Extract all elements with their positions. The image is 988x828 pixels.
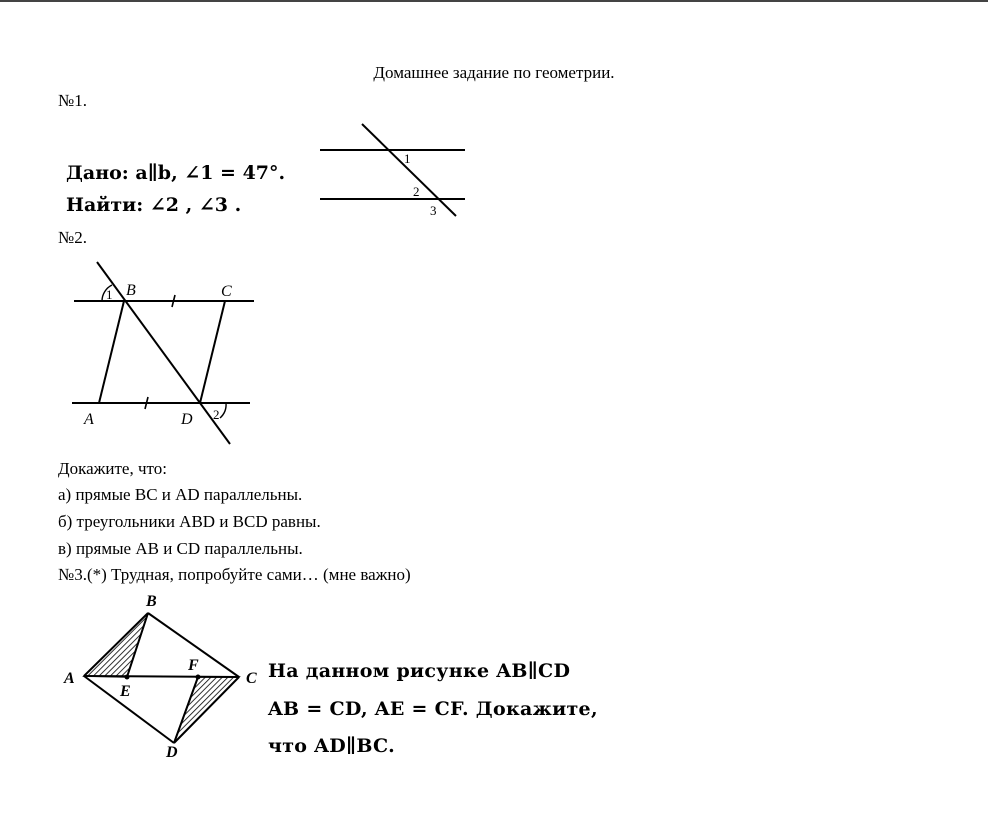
task2-number: №2.	[58, 228, 87, 247]
diagonal-bd	[97, 262, 230, 444]
proof-item-c: в) прямые AB и CD параллельны.	[58, 539, 303, 558]
angle-arc-2	[220, 403, 226, 418]
task2-figure	[68, 258, 258, 448]
proof-item-b: б) треугольники ABD и BCD равны.	[58, 512, 321, 531]
segment-ac	[84, 676, 239, 677]
point-e: E	[120, 683, 131, 700]
point-d: D	[181, 411, 193, 428]
segment-ab	[99, 301, 124, 403]
angle-label-1: 1	[404, 151, 411, 166]
transversal	[362, 124, 456, 216]
task1-given: Дано: a∥b, ∠1 = 47°.	[66, 162, 286, 184]
task3-figure	[60, 590, 260, 765]
point-b: B	[126, 282, 136, 299]
point-e-dot	[125, 675, 130, 680]
point-c: C	[221, 283, 232, 300]
angle-label-3: 3	[430, 203, 437, 218]
angle-label-1: 1	[106, 287, 113, 302]
task3-line-2: AB = CD, AE = CF. Докажите,	[268, 698, 598, 720]
top-border	[0, 0, 988, 2]
point-f-dot	[196, 675, 201, 680]
point-f: F	[188, 657, 199, 674]
task1-number: №1.	[58, 91, 87, 110]
page-title: Домашнее задание по геометрии.	[373, 63, 615, 82]
point-c: C	[246, 670, 257, 687]
task1-figure	[318, 120, 468, 220]
point-b: B	[146, 593, 157, 610]
point-d: D	[166, 744, 178, 761]
task3-heading: №3.(*) Трудная, попробуйте сами… (мне важно)	[58, 565, 411, 584]
segment-cd	[200, 301, 225, 403]
proof-item-a: а) прямые BC и AD параллельны.	[58, 485, 303, 504]
task1-find: Найти: ∠2 , ∠3 .	[66, 194, 242, 216]
task3-line-3: что AD∥BC.	[268, 735, 396, 757]
point-a: A	[64, 670, 75, 687]
proof-intro: Докажите, что:	[58, 459, 167, 478]
angle-label-2: 2	[413, 184, 420, 199]
task3-line-1: На данном рисунке AB∥CD	[268, 660, 571, 682]
angle-label-2: 2	[213, 407, 220, 422]
point-a: A	[84, 411, 94, 428]
